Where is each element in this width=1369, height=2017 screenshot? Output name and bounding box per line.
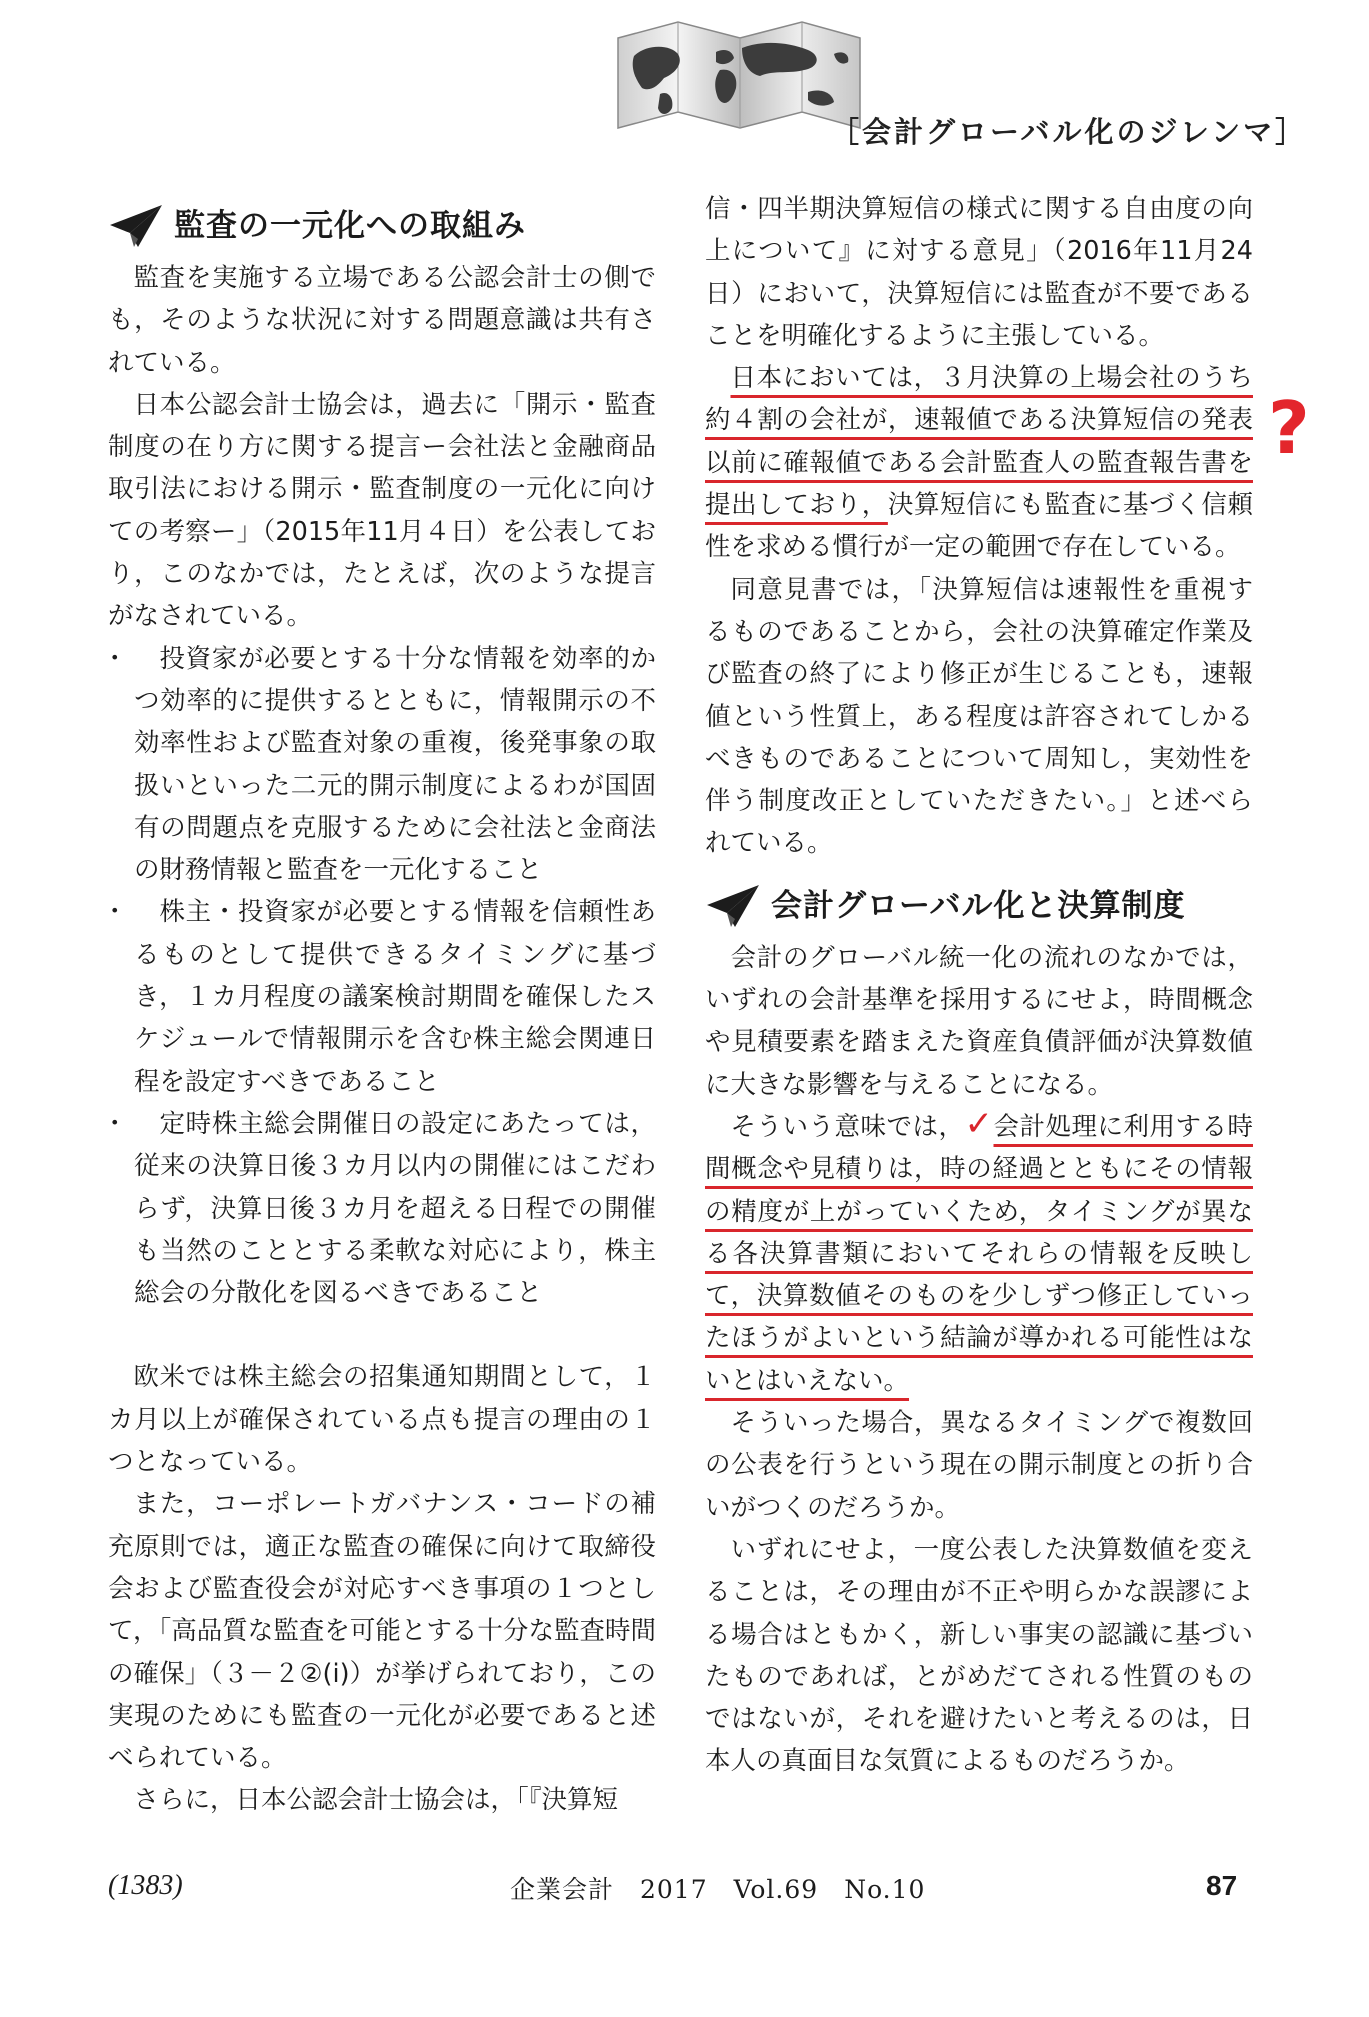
- red-question-mark-annotation: ?: [1268, 386, 1310, 470]
- section-heading-audit-integration: [108, 195, 656, 257]
- red-underlined-passage: 会計処理に利用する時間概念や見積りは，時の経過とともにその情報の精度が上がっていくため，タイミングが異なる各決算書類においてそれらの情報を反映して，決算数値そのものを少しずつ修正していったほうがよいという結論が導かれる可能性はないとはいえない。: [705, 1111, 1253, 1396]
- paragraph: 日本公認会計士協会は，過去に「開示・監査制度の在り方に関する提言ー会社法と金融商品取引法における開示・監査制度の一元化に向けての考察ー」（2015年11月４日）を公表しており，このなかでは，たとえば，次のような提言がなされている。: [108, 389, 656, 632]
- paragraph: 会計のグローバル統一化の流れのなかでは，いずれの会計基準を採用するにせよ，時間概念や見積要素を踏まえた資産負債評価が決算数値に大きな影響を与えることになる。: [705, 942, 1253, 1100]
- paper-plane-icon: [108, 203, 164, 249]
- running-header-title: ［会計グローバル化のジレンマ］: [830, 115, 1308, 149]
- footer-page-number: 87: [1206, 1870, 1238, 1901]
- paragraph: [705, 1103, 1253, 1402]
- paragraph: 監査を実施する立場である公認会計士の側でも，そのような状況に対する問題意識は共有されている。: [108, 263, 656, 378]
- world-map-banner-icon: [612, 8, 866, 134]
- footer-journal-name: 企業会計 2017 Vol.69 No.10: [510, 1875, 926, 1904]
- red-check-mark-icon: ✓: [964, 1103, 994, 1144]
- paragraph: さらに，日本公認会計士協会は，「『決算短: [133, 1785, 619, 1816]
- section-heading-accounting-globalization: [705, 875, 1253, 937]
- footer-issue-number: (1383): [108, 1870, 183, 1901]
- list-item: ・ 株主・投資家が必要とする情報を信頼性あるものとして提供できるタイミングに基づき，１カ月程度の議案検討期間を確保したスケジュールで情報開示を含む株主総会関連日程を設定すべきであること: [108, 891, 656, 1102]
- paragraph-lead: そういう意味では，: [730, 1111, 965, 1142]
- paragraph: 同意見書では，「決算短信は速報性を重視するものであることから，会社の決算確定作業及び監査の終了により修正が生じることも，速報値という性質上，ある程度は許容されてしかるべきものであることについて周知し，実効性を伴う制度改正としていただきたい。」と述べられている。: [705, 574, 1253, 859]
- paragraph-continuation: 決算短信にも監査に基づく信頼性を求める慣行が一定の範囲で存在している。: [705, 490, 1253, 563]
- paragraph: 信・四半期決算短信の様式に関する自由度の向上について』に対する意見」（2016年11月24日）において，決算短信には監査が不要であることを明確化するように主張している。: [705, 194, 1253, 351]
- paragraph: また，コーポレートガバナンス・コードの補充原則では，適正な監査の確保に向けて取締役会および監査役会が対応すべき事項の１つとして，「高品質な監査を可能とする十分な監査時間の確保」（３－２②(ⅰ)）が挙げられており，この実現のためにも監査の一元化が必要であると述べられている。: [108, 1489, 656, 1774]
- right-column: [705, 188, 1253, 1783]
- paragraph: そういった場合，異なるタイミングで複数回の公表を行うという現在の開示制度との折り合いがつくのだろうか。: [705, 1408, 1253, 1523]
- spacer: [108, 1314, 656, 1356]
- proposal-list: [108, 638, 656, 1315]
- left-column: [108, 195, 656, 1822]
- paper-plane-icon: [705, 883, 761, 929]
- paragraph: 欧米では株主総会の招集通知期間として，１カ月以上が確保されている点も提言の理由の１つとなっている。: [108, 1362, 656, 1478]
- list-item: ・ 投資家が必要とする十分な情報を効率的かつ効率的に提供するとともに，情報開示の不効率性および監査対象の重複，後発事象の取扱いといった二元的開示制度によるわが国固有の問題点を克服するために会社法と金商法の財務情報と監査を一元化すること: [108, 638, 656, 892]
- paragraph: [705, 357, 1253, 568]
- paragraph: いずれにせよ，一度公表した決算数値を変えることは，その理由が不正や明らかな誤謬による場合はともかく，新しい事実の認識に基づいたものであれば，とがめだてされる性質のものではないが，それを避けたいと考えるのは，日本人の真面目な気質によるものだろうか。: [705, 1534, 1253, 1777]
- list-item: ・ 定時株主総会開催日の設定にあたっては，従来の決算日後３カ月以内の開催にはこだわらず，決算日後３カ月を超える日程での開催も当然のこととする柔軟な対応により，株主総会の分散化を図るべきであること: [108, 1103, 656, 1314]
- section-heading-text: 監査の一元化への取組み: [174, 207, 526, 244]
- red-underlined-passage: 日本においては，３月決算の上場会社のうち約４割の会社が，速報値である決算短信の発表以前に確報値である会計監査人の監査報告書を提出しており，: [705, 363, 1253, 521]
- section-heading-text: 会計グローバル化と決算制度: [771, 887, 1186, 924]
